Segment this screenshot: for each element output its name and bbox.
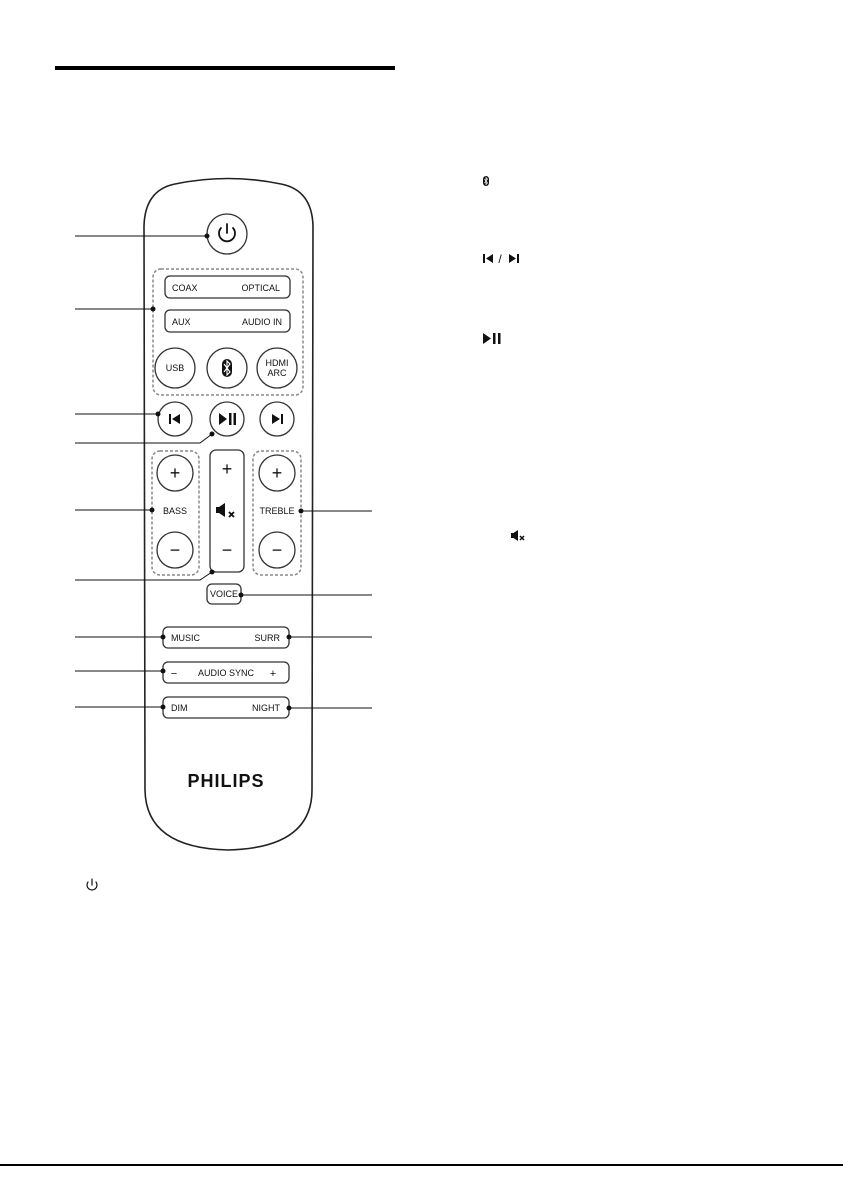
play-pause-button[interactable] [210,402,244,436]
bass-minus-sign: − [169,540,181,560]
bluetooth-button[interactable] [207,348,247,388]
next-button[interactable] [260,402,294,436]
coax-label: COAX [172,283,198,293]
volume-plus-sign: + [221,459,233,479]
legend-bluetooth-icon [483,176,489,186]
legend-separator: / [498,252,502,266]
hdmi-label: HDMI [265,358,289,368]
usb-label: USB [165,363,185,373]
music-label: MUSIC [171,633,200,643]
legend-next-icon [509,254,519,263]
optical-label: OPTICAL [241,283,280,293]
page-bottom-rule [0,1164,843,1166]
treble-down-button[interactable] [259,532,295,568]
treble-plus-sign: + [271,463,283,483]
night-label: NIGHT [252,703,280,713]
philips-logo: PHILIPS [187,771,265,791]
audio-sync-plus: + [269,668,277,680]
coax-optical-button[interactable] [165,276,290,298]
bluetooth-icon [222,359,232,377]
volume-mute-rocker[interactable] [210,450,244,572]
audio-sync-label: AUDIO SYNC [197,668,255,678]
voice-label: VOICE [209,589,239,599]
aux-label: AUX [172,317,191,327]
music-surr-button[interactable] [163,627,289,648]
audio-in-label: AUDIO IN [241,317,282,327]
legend-power-icon [87,879,97,890]
previous-button[interactable] [158,402,192,436]
audio-sync-button[interactable] [163,662,289,683]
usb-button[interactable] [155,348,195,388]
voice-button[interactable] [207,584,241,604]
bass-label: BASS [162,506,188,516]
power-button[interactable] [207,214,247,254]
treble-label: TREBLE [259,506,295,516]
dim-label: DIM [171,703,188,713]
treble-minus-sign: − [271,540,283,560]
audio-sync-minus: − [170,668,178,680]
arc-label: ARC [267,368,287,378]
bass-up-button[interactable] [157,455,193,491]
legend-play-pause-icon [483,333,501,344]
legend-previous-icon [483,254,493,263]
hdmi-arc-button[interactable] [257,348,297,388]
surr-label: SURR [254,633,280,643]
bass-plus-sign: + [169,463,181,483]
aux-audio-in-button[interactable] [165,310,290,332]
treble-up-button[interactable] [259,455,295,491]
dim-night-button[interactable] [163,697,289,718]
bass-down-button[interactable] [157,532,193,568]
legend-mute-icon [511,530,524,541]
volume-minus-sign: − [221,540,233,560]
